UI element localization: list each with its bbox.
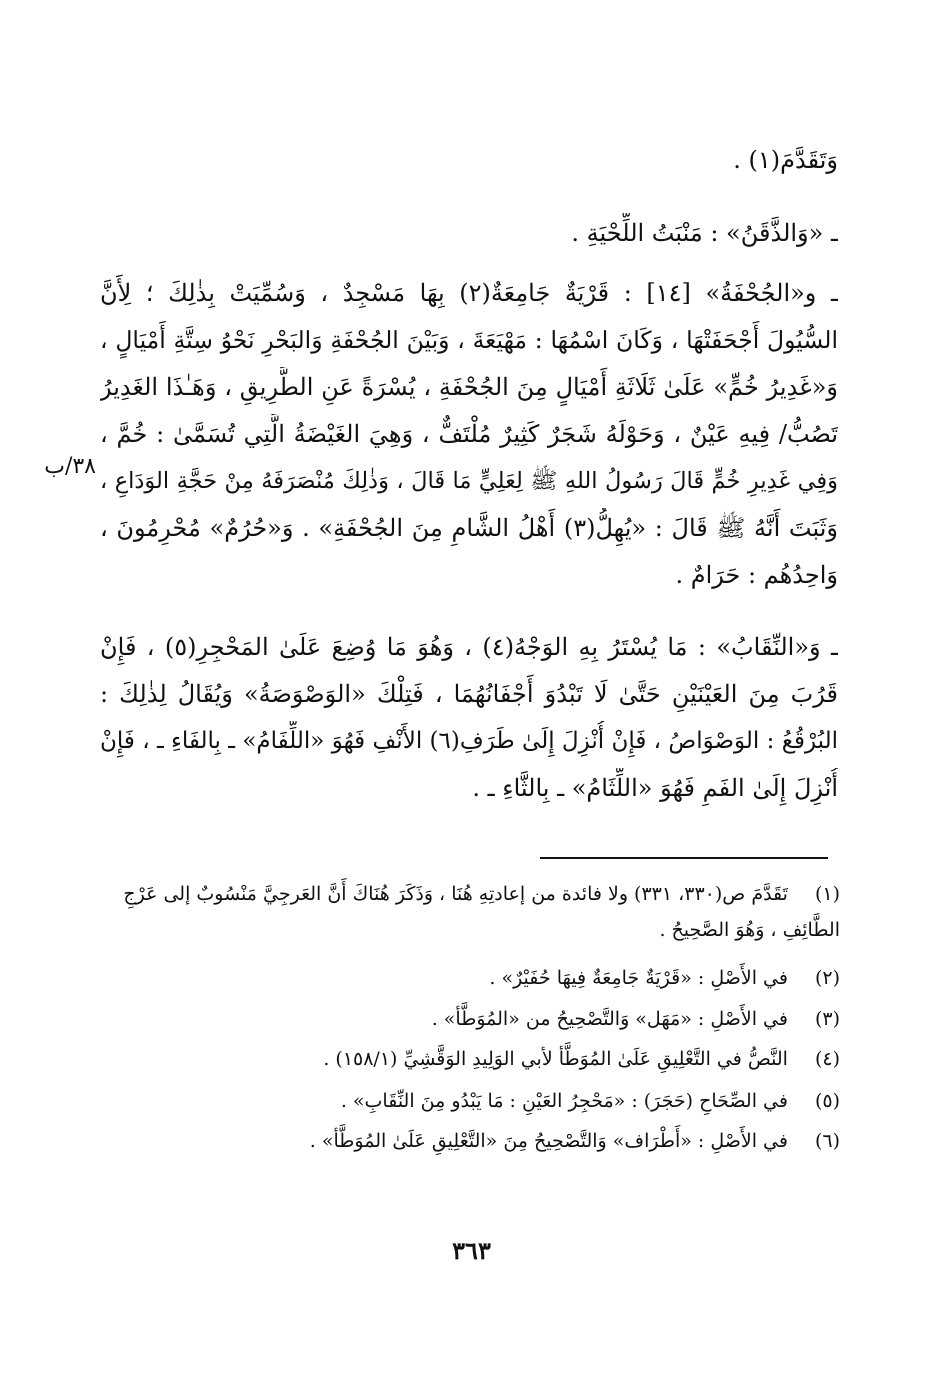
- body-line-13: أُنْزِلَ إِلَىٰ الفَمِ فَهُوَ «اللِّثَامُ» ـ بِالثَّاءِ ـ .: [472, 774, 838, 802]
- footnote-3: [108, 1001, 840, 1037]
- footnote-number: (٣): [814, 1008, 840, 1030]
- body-line-12: البُرْقُعُ : الوَصْوَاصُ ، فَإِنْ أُنْزِلَ إِلَىٰ طَرَفِ(٦) الأَنْفِ فَهُوَ «اللِّفَامُ» ـ بِالفَاءِ ـ ، فَإِنْ: [100, 728, 838, 754]
- footnote-1: [108, 876, 840, 948]
- body-line-7: وَفِي غَدِيرِ خُمٍّ قَالَ رَسُولُ اللهِ ﷺ لِعَلِيٍّ مَا قَالَ ، وَذٰلِكَ مُنْصَرَفَهُ مِنْ حَجَّةِ الوَدَاعِ ،: [100, 468, 838, 494]
- footnote-5: [108, 1083, 840, 1119]
- body-line-2: ـ «وَالذَّقَنُ» : مَنْبَتُ اللِّحْيَةِ .: [571, 219, 838, 247]
- body-line-11: قَرُبَ مِنَ العَيْنَيْنِ حَتَّىٰ لَا تَبْدُوَ أَجْفَانُهُمَا ، فَتِلْكَ «الوَصْوَصَةُ» وَيُقَالُ لِذٰلِكَ :: [100, 680, 838, 708]
- footnote-text: في الأَصْلِ : «أَطْرَاف» وَالتَّصْحِيحُ مِنَ «التَّعْلِيقِ عَلَىٰ المُوَطَّأ» .: [309, 1130, 788, 1152]
- body-line-10: ـ وَ«النِّقَابُ» : مَا يُسْتَرُ بِهِ الوَجْهُ(٤) ، وَهُوَ مَا وُضِعَ عَلَىٰ المَحْجِرِ(٥) ، فَإِنْ: [100, 633, 838, 661]
- footnote-number: (١): [814, 883, 840, 905]
- page-number: ٣٦٣: [452, 1236, 491, 1265]
- body-line-1: وَتَقَدَّمَ(١) .: [733, 146, 838, 174]
- body-line-4: السُّيُولَ أَجْحَفَتْهَا ، وَكَانَ اسْمُهَا : مَهْيَعَةَ ، وَبَيْنَ الجُحْفَةِ وَالبَحْرِ نَحْوُ سِتَّةِ أَمْيَالٍ ،: [100, 326, 838, 354]
- footnote-text: في الأَصْلِ : «مَهَل» وَالتَّصْحِيحُ من «المُوَطَّأ» .: [431, 1008, 788, 1030]
- body-line-3: ـ و«الجُحْفَةُ» [١٤] : قَرْيَةٌ جَامِعَةٌ(٢) بِهَا مَسْجِدٌ ، وَسُمِّيَتْ بِذٰلِكَ ؛ لِأَنَّ: [100, 279, 838, 307]
- footnote-6: [108, 1123, 840, 1159]
- footnote-4: [108, 1041, 840, 1077]
- margin-folio-note: ٣٨/ب: [44, 454, 96, 479]
- body-line-8: وَثَبَتَ أَنَّهُ ﷺ قَالَ : «يُهِلُّ(٣) أَهْلُ الشَّامِ مِنَ الجُحْفَةِ» . وَ«حُرُمٌ» مُحْرِمُونَ ،: [100, 514, 838, 542]
- body-line-9: وَاحِدُهُم : حَرَامٌ .: [675, 561, 838, 589]
- footnote-2: [108, 960, 840, 996]
- footnote-text: في الصِّحَاحِ (حَجَرَ) : «مَحْجِرُ العَيْنِ : مَا يَبْدُو مِنَ النِّقَابِ» .: [340, 1090, 788, 1112]
- footnote-separator: [540, 857, 828, 859]
- footnote-number: (٦): [814, 1130, 840, 1152]
- body-line-6: تَصُبُّ/ فِيهِ عَيْنٌ ، وَحَوْلَهُ شَجَرٌ كَثِيرٌ مُلْتَفٌّ ، وَهِيَ الغَيْضَةُ الَّتِي تُسَمَّىٰ : خُمَّ ،: [100, 420, 838, 448]
- footnote-text: في الأَصْلِ : «قَرْيَةٌ جَامِعَةٌ فِيهَا حُفَيْرٌ» .: [489, 967, 788, 989]
- footnote-number: (٥): [814, 1090, 840, 1112]
- footnote-number: (٢): [814, 967, 840, 989]
- footnote-text: النَّصُّ في التَّعْلِيقِ عَلَىٰ المُوَطَّأ لأبي الوَلِيدِ الوَقَّشِيِّ (١٥٨/١) .: [323, 1048, 788, 1070]
- footnote-text: تَقَدَّمَ ص(٣٣٠، ٣٣١) ولا فائدة من إعادتِهِ هُنَا ، وَذَكَرَ هُنَاكَ أَنَّ العَرجِيَّ مَنْسُوبٌ إلى عَرْجِ الطَّائِفِ ، وَهُوَ الصَّحِيحُ .: [123, 883, 840, 941]
- footnote-number: (٤): [814, 1048, 840, 1070]
- body-line-5: وَ«غَدِيرُ خُمٍّ» عَلَىٰ ثَلَاثَةِ أَمْيَالٍ مِنَ الجُحْفَةِ ، يُسْرَةً عَنِ الطَّرِيقِ ، وَهَـٰذَا الغَدِيرُ: [100, 373, 838, 401]
